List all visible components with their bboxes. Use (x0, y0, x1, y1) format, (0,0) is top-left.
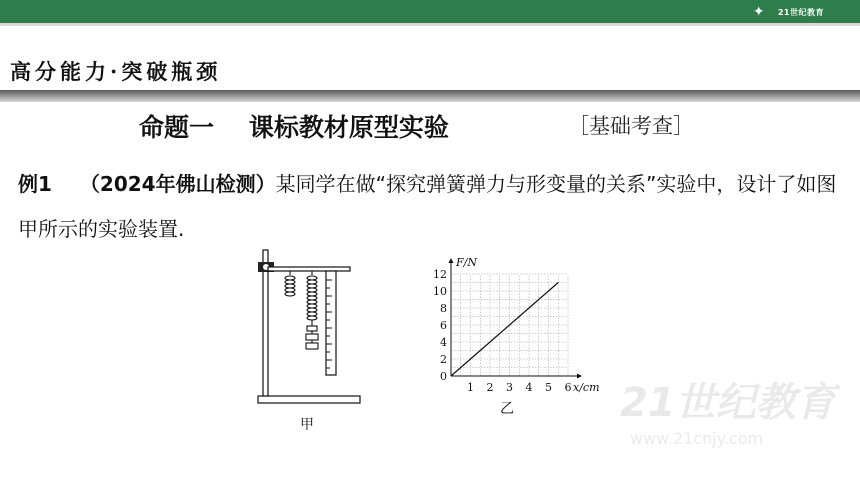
y-tick-label: 12 (433, 268, 447, 281)
x-tick-label: 6 (564, 381, 572, 394)
brand-logo (753, 3, 824, 21)
x-tick-label: 5 (545, 381, 552, 394)
x-tick-label: 4 (525, 381, 533, 394)
page-title: 命题一 课标教材原型实验 (139, 113, 449, 142)
ruler (326, 271, 336, 375)
stand-base (258, 396, 360, 403)
problem-source: （2024年佛山检测） (79, 172, 276, 196)
problem-body: 某同学在做“探究弹簧弹力与形变量的关系”实验中，设计了如图甲所示的实验装置. (18, 172, 837, 241)
spring-short (285, 271, 295, 296)
title-tag: ［基础考查］ (568, 114, 694, 138)
y-tick-label: 4 (440, 336, 447, 349)
watermark-subtext: www.21cnjy.com (630, 429, 764, 448)
stand-arm (268, 267, 350, 271)
force-extension-chart (418, 254, 618, 416)
runner-logo-icon: ✦ (752, 4, 765, 20)
hanging-weights (306, 326, 318, 349)
header-divider (0, 23, 860, 26)
y-axis-label: F/N (456, 256, 477, 269)
section-underline (0, 90, 860, 102)
problem-text (18, 162, 838, 252)
y-axis-arrow (449, 258, 454, 263)
spring-apparatus-figure (250, 242, 370, 430)
watermark-text: 21世纪教育 (620, 380, 836, 426)
logo-text: 21世纪教育 (777, 7, 824, 17)
y-tick-label: 6 (440, 319, 447, 332)
x-tick-label: 3 (506, 381, 513, 394)
y-tick-label: 10 (433, 285, 447, 298)
data-series-line (451, 283, 558, 377)
y-tick-label: 0 (440, 370, 447, 383)
x-tick-label: 1 (467, 381, 474, 394)
section-heading: 高分能力·突破瓶颈 (10, 59, 222, 84)
figure-b-caption: 乙 (500, 401, 514, 417)
x-axis-arrow (577, 374, 582, 379)
y-tick-label: 8 (440, 302, 447, 315)
x-axis-label: x/cm (573, 381, 600, 394)
header-bar (0, 0, 860, 23)
x-tick-label: 2 (486, 381, 494, 394)
y-tick-label: 2 (440, 353, 447, 366)
figure-a-caption: 甲 (300, 417, 314, 433)
problem-label: 例1 (18, 172, 52, 196)
spring-long (307, 271, 317, 326)
